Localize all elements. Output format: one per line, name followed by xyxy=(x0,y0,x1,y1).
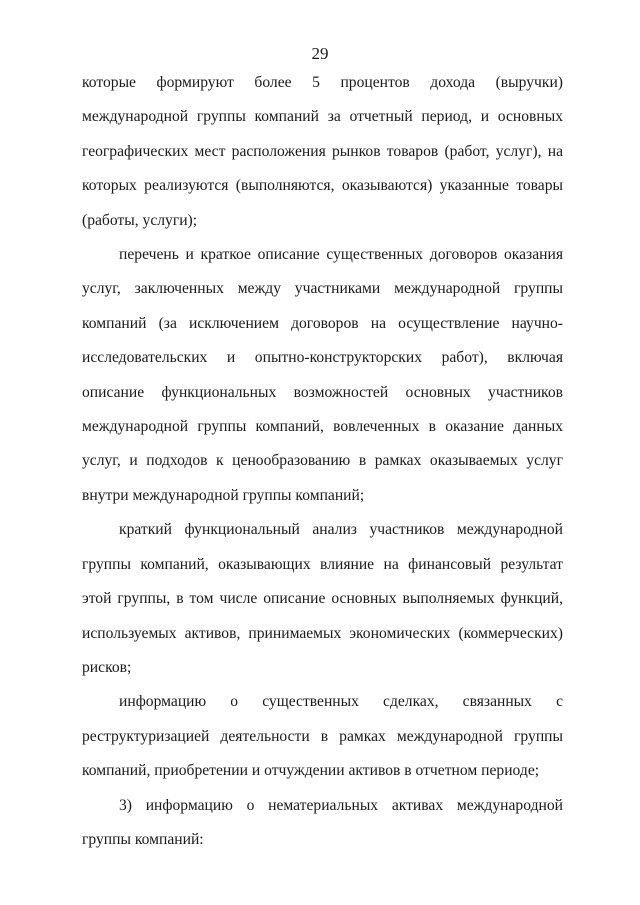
page-number: 29 xyxy=(311,44,329,63)
paragraph-continuation: которые формируют более 5 процентов дохода (выручки) международной группы компаний за отчетный период, и основных географических мест расположения рынков товаров (работ, услуг), на которых реализуются (выполняются, оказываются) указанные товары (работы, услуги); xyxy=(82,74,563,229)
paragraph-intangible-assets: 3) информацию о нематериальных активах международной группы компаний: xyxy=(82,796,563,848)
paragraph-services-contracts: перечень и краткое описание существенных договоров оказания услуг, заключенных между участниками международной группы компаний (за исключением договоров на осуществление научно-исследовательских и опытно-конструкторских работ), включая описание функциональных возможностей основных участников международной группы компаний, вовлеченных в оказание данных услуг, и подходов к ценообразованию в рамках оказываемых услуг внутри международной группы компаний; xyxy=(82,246,563,504)
paragraph-restructuring-transactions: информацию о существенных сделках, связанных с реструктуризацией деятельности в рамках международной группы компаний, приобретении и отчуждении активов в отчетном периоде; xyxy=(82,693,563,780)
document-body xyxy=(82,66,563,857)
paragraph-functional-analysis: краткий функциональный анализ участников международной группы компаний, оказывающих влияние на финансовый результат этой группы, в том числе описание основных выполняемых функций, используемых активов, принимаемых экономических (коммерческих) рисков; xyxy=(82,521,563,676)
